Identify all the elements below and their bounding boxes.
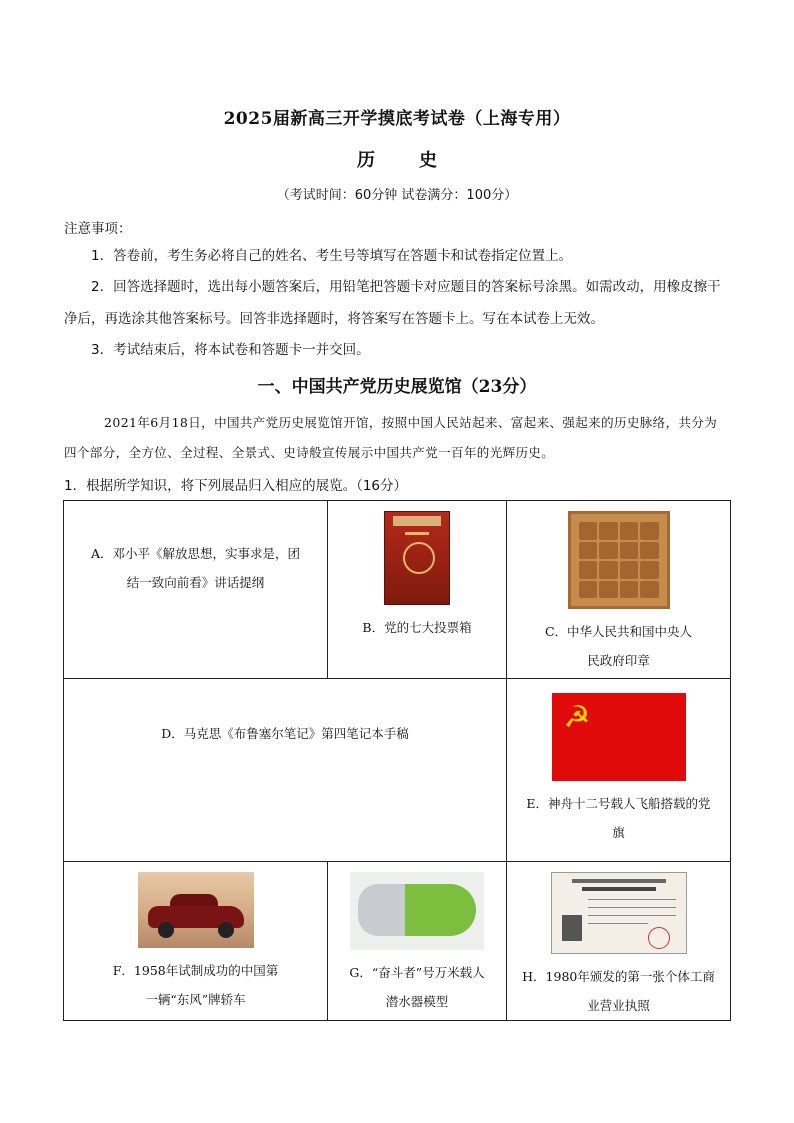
license-text-line (588, 899, 676, 900)
exhibit-c-label: C．中华人民共和国中央人民政府印章 (544, 624, 693, 668)
subject-heading (0, 146, 794, 172)
table-row (64, 679, 731, 862)
exhibit-b-label: B．党的七大投票箱 (362, 620, 472, 635)
note-item-1: 1．答卷前，考生务必将自己的姓名、考生号等填写在答题卡和试卷指定位置上。 (91, 248, 573, 264)
license-image (551, 872, 687, 954)
exam-info: （考试时间：60分钟 试卷满分：100分） (276, 188, 518, 203)
seal-characters (579, 522, 659, 598)
license-text-line (588, 923, 648, 924)
ballot-box-image (384, 511, 450, 605)
exhibit-e-label: E．神舟十二号载人飞船搭载的党旗 (526, 796, 711, 840)
car-wheel-rear (218, 922, 234, 938)
license-header-line (572, 879, 666, 883)
exhibit-e-cell (507, 679, 731, 862)
section-title: 一、中国共产党历史展览馆（23分） (257, 377, 537, 397)
seal-image (568, 511, 670, 609)
exhibit-d-cell (64, 679, 507, 862)
exhibit-a-cell (64, 501, 328, 679)
license-photo (562, 915, 582, 941)
party-flag-image (552, 693, 686, 781)
question-1: 1．根据所学知识，将下列展品归入相应的展览。（16分） (64, 478, 408, 494)
note-item-3: 3．考试结束后，将本试卷和答题卡一并交回。 (91, 342, 370, 358)
exam-title: 2025届新高三开学摸底考试卷（上海专用） (223, 109, 571, 129)
subject-char-1: 历 (357, 150, 375, 171)
exhibit-f-cell (64, 862, 328, 1021)
exhibit-f-label: F．1958年试制成功的中国第一辆“东风”牌轿车 (112, 963, 279, 1007)
car-wheel-front (158, 922, 174, 938)
license-text-line (588, 907, 676, 908)
table-row (64, 862, 731, 1021)
submersible-hull (358, 884, 476, 936)
ballot-slot (405, 532, 429, 535)
exhibits-table (63, 500, 731, 1021)
exhibit-c-cell (507, 501, 731, 679)
section-intro: 2021年6月18日，中国共产党历史展览馆开馆，按照中国人民站起来、富起来、强起来的历史脉络，共分为四个部分，全方位、全过程、全景式、史诗般宣传展示中国共产党一百年的光辉历史。 (64, 415, 718, 460)
exhibit-h-label: H．1980年颁发的第一张个体工商业营业执照 (522, 969, 715, 1013)
ballot-lid (393, 516, 441, 526)
exhibit-g-label: G．“奋斗者”号万米载人潜水器模型 (349, 965, 485, 1009)
car-image (138, 872, 254, 948)
license-text-line (588, 915, 676, 916)
exhibit-d-label: D．马克思《布鲁塞尔笔记》第四笔记本手稿 (161, 726, 409, 741)
license-stamp-icon (648, 927, 670, 949)
note-item-2: 2．回答选择题时，选出每小题答案后，用铅笔把答题卡对应题目的答案标号涂黑。如需改动，用橡皮擦干净后，再选涂其他答案标号。回答非选择题时，将答案写在答题卡上。写在本试卷上无效。 (64, 279, 721, 327)
subject-char-2: 史 (419, 150, 437, 171)
exhibit-a-label: A．邓小平《解放思想，实事求是，团结一致向前看》讲话提纲 (90, 546, 301, 590)
hammer-sickle-icon: ☭ (563, 700, 591, 735)
notes-heading: 注意事项： (64, 221, 132, 237)
exhibit-b-cell (328, 501, 507, 679)
exhibit-g-cell (328, 862, 507, 1021)
exhibit-h-cell (507, 862, 731, 1021)
submersible-image (350, 872, 484, 950)
ballot-emblem-icon (403, 542, 435, 574)
license-title-line (582, 887, 656, 891)
table-row (64, 501, 731, 679)
